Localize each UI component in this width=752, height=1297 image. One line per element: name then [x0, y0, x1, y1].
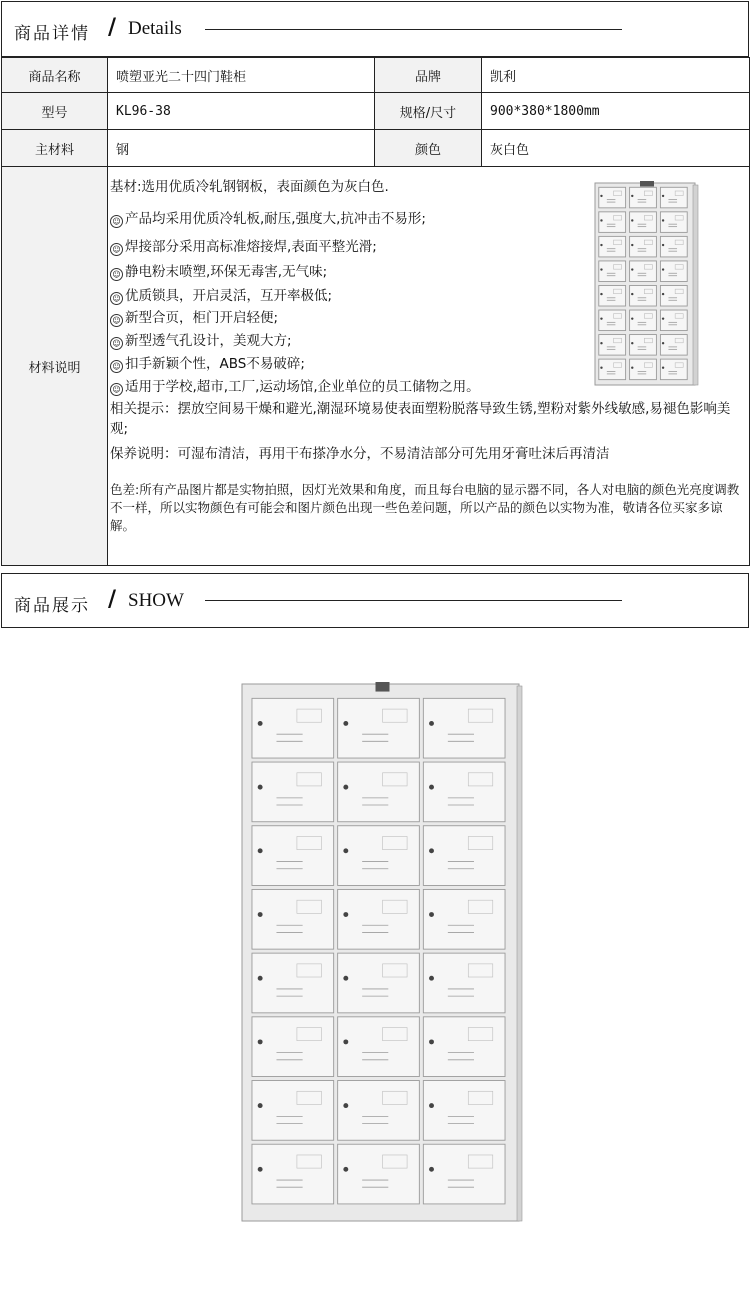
lock-icon: [429, 912, 434, 917]
details-header-en: Details: [128, 18, 182, 39]
lock-icon: [600, 293, 602, 295]
lock-icon: [258, 1103, 263, 1108]
locker-door: [252, 953, 334, 1013]
spec-label: 品牌: [375, 58, 482, 93]
lock-icon: [429, 1103, 434, 1108]
lock-icon: [631, 195, 633, 197]
locker-door: [660, 310, 687, 331]
lock-icon: [343, 912, 348, 917]
spec-value: 900*380*1800mm: [482, 93, 750, 130]
bullet-item: ☺ 产品均采用优质冷轧板,耐压,强度大,抗冲击不易形;: [110, 209, 426, 229]
locker-door: [423, 1017, 505, 1077]
lock-icon: [631, 342, 633, 344]
lock-icon: [662, 268, 664, 270]
lock-icon: [429, 785, 434, 790]
bullet-item: ☺ 焊接部分采用高标准熔接焊,表面平整光滑;: [110, 237, 377, 257]
desc-label: 材料说明: [2, 167, 108, 566]
cabinet-thumbnail-image: [593, 179, 701, 389]
locker-door: [660, 335, 687, 356]
spec-value: 凯利: [482, 58, 750, 93]
lock-icon: [258, 721, 263, 726]
lock-icon: [600, 367, 602, 369]
spec-label: 颜色: [375, 130, 482, 167]
lock-icon: [631, 244, 633, 246]
locker-door: [338, 1144, 420, 1204]
locker-door: [338, 1017, 420, 1077]
locker-door: [338, 1081, 420, 1141]
show-header-en: SHOW: [128, 590, 184, 611]
table-row: [2, 167, 750, 566]
lock-icon: [258, 912, 263, 917]
lock-icon: [258, 785, 263, 790]
cabinet-top-lock: [640, 181, 654, 187]
lock-icon: [631, 268, 633, 270]
lock-icon: [343, 976, 348, 981]
spec-label: 规格/尺寸: [375, 93, 482, 130]
table-row: [2, 58, 750, 93]
locker-door: [338, 698, 420, 758]
locker-door: [423, 698, 505, 758]
table-row: [2, 130, 750, 167]
locker-door: [599, 285, 626, 306]
locker-door: [423, 1144, 505, 1204]
header-rule: [205, 29, 622, 30]
bullet-item: ☺ 新型合页，柜门开启轻便;: [110, 308, 278, 328]
locker-door: [252, 762, 334, 822]
locker-door: [252, 1081, 334, 1141]
spec-label: 型号: [2, 93, 108, 130]
locker-door: [423, 826, 505, 886]
spec-value: 灰白色: [482, 130, 750, 167]
locker-door: [630, 187, 657, 208]
lock-icon: [662, 293, 664, 295]
material-description: [108, 167, 749, 565]
lock-icon: [343, 848, 348, 853]
spec-value: KL96-38: [108, 93, 375, 130]
lock-icon: [662, 195, 664, 197]
lock-icon: [343, 721, 348, 726]
show-header: [1, 573, 749, 628]
locker-door: [660, 285, 687, 306]
lock-icon: [631, 367, 633, 369]
locker-door: [423, 953, 505, 1013]
details-header-cn: 商品详情: [14, 24, 90, 44]
color-note-text: 色差:所有产品图片都是实物拍照，因灯光效果和角度，而且每台电脑的显示器不同，各人对电脑的颜色光亮度调教不一样，所以实物颜色有可能会和图片颜色出现一些色差问题，所以产品的颜色以实物为准，敬请各位买家多谅解。: [110, 482, 740, 533]
bullet-icon: ☺: [110, 268, 123, 281]
lock-icon: [343, 785, 348, 790]
locker-door: [252, 698, 334, 758]
cabinet-side: [517, 686, 522, 1221]
locker-door: [338, 762, 420, 822]
spec-label: 主材料: [2, 130, 108, 167]
locker-door: [599, 236, 626, 257]
lock-icon: [662, 219, 664, 221]
locker-door: [660, 359, 687, 380]
lock-icon: [429, 976, 434, 981]
locker-door: [630, 335, 657, 356]
bullet-icon: ☺: [110, 337, 123, 350]
bullet-item: ☺ 扣手新颖个性，ABS不易破碎;: [110, 354, 305, 374]
bullet-item: ☺ 适用于学校,超市,工厂,运动场馆,企业单位的员工储物之用。: [110, 377, 480, 397]
base-material-text: 基材:选用优质冷轧钢钢板，表面颜色为灰白色.: [110, 179, 389, 195]
lock-icon: [343, 1167, 348, 1172]
locker-door: [599, 261, 626, 282]
header-rule: [205, 600, 622, 601]
lock-icon: [631, 219, 633, 221]
locker-door: [338, 953, 420, 1013]
locker-door: [660, 212, 687, 233]
header-slash: /: [108, 14, 117, 40]
locker-door: [630, 285, 657, 306]
locker-door: [660, 187, 687, 208]
lock-icon: [662, 367, 664, 369]
locker-door: [423, 889, 505, 949]
bullet-icon: ☺: [110, 383, 123, 396]
lock-icon: [600, 195, 602, 197]
header-slash: /: [108, 586, 117, 612]
spec-value: 钢: [108, 130, 375, 167]
lock-icon: [429, 721, 434, 726]
care-text: 保养说明：可湿布清洁，再用干布搽净水分，不易清洁部分可先用牙膏吐沫后再清洁: [110, 446, 610, 462]
locker-door: [599, 212, 626, 233]
spec-label: 商品名称: [2, 58, 108, 93]
bullet-item: ☺ 静电粉末喷塑,环保无毒害,无气味;: [110, 262, 327, 282]
lock-icon: [631, 293, 633, 295]
table-row: [2, 93, 750, 130]
show-header-cn: 商品展示: [14, 596, 90, 616]
locker-door: [630, 261, 657, 282]
locker-door: [599, 187, 626, 208]
locker-door: [660, 261, 687, 282]
lock-icon: [631, 317, 633, 319]
locker-door: [599, 335, 626, 356]
lock-icon: [662, 244, 664, 246]
cabinet-product-image: [240, 680, 525, 1225]
locker-door: [423, 1081, 505, 1141]
cabinet-top-lock: [376, 682, 390, 692]
locker-door: [252, 1144, 334, 1204]
details-header: [1, 1, 749, 57]
locker-door: [252, 889, 334, 949]
locker-door: [423, 762, 505, 822]
cabinet-side: [693, 185, 698, 385]
tip-text: 相关提示：摆放空间易干燥和避光,潮湿环境易使表面塑粉脱落导致生锈,塑粉对紫外线敏感,易褪色影响美观;: [110, 401, 731, 437]
bullet-item: ☺ 新型透气孔设计，美观大方;: [110, 331, 292, 351]
bullet-item: ☺ 优质锁具，开启灵活，互开率极低;: [110, 286, 332, 306]
desc-cell: [108, 167, 750, 566]
lock-icon: [429, 1039, 434, 1044]
locker-door: [599, 359, 626, 380]
locker-door: [599, 310, 626, 331]
lock-icon: [258, 1039, 263, 1044]
locker-door: [630, 236, 657, 257]
locker-door: [630, 310, 657, 331]
locker-door: [252, 826, 334, 886]
locker-door: [630, 212, 657, 233]
lock-icon: [600, 342, 602, 344]
lock-icon: [258, 976, 263, 981]
lock-icon: [343, 1039, 348, 1044]
locker-door: [630, 359, 657, 380]
lock-icon: [343, 1103, 348, 1108]
bullet-icon: ☺: [110, 243, 123, 256]
bullet-icon: ☺: [110, 215, 123, 228]
spec-table: [1, 57, 750, 566]
lock-icon: [600, 317, 602, 319]
bullet-icon: ☺: [110, 360, 123, 373]
lock-icon: [600, 219, 602, 221]
locker-door: [660, 236, 687, 257]
bullet-icon: ☺: [110, 292, 123, 305]
lock-icon: [662, 317, 664, 319]
locker-door: [338, 826, 420, 886]
spec-value: 喷塑亚光二十四门鞋柜: [108, 58, 375, 93]
lock-icon: [600, 244, 602, 246]
locker-door: [252, 1017, 334, 1077]
lock-icon: [258, 1167, 263, 1172]
lock-icon: [258, 848, 263, 853]
lock-icon: [429, 1167, 434, 1172]
locker-door: [338, 889, 420, 949]
lock-icon: [600, 268, 602, 270]
bullet-icon: ☺: [110, 314, 123, 327]
lock-icon: [429, 848, 434, 853]
lock-icon: [662, 342, 664, 344]
